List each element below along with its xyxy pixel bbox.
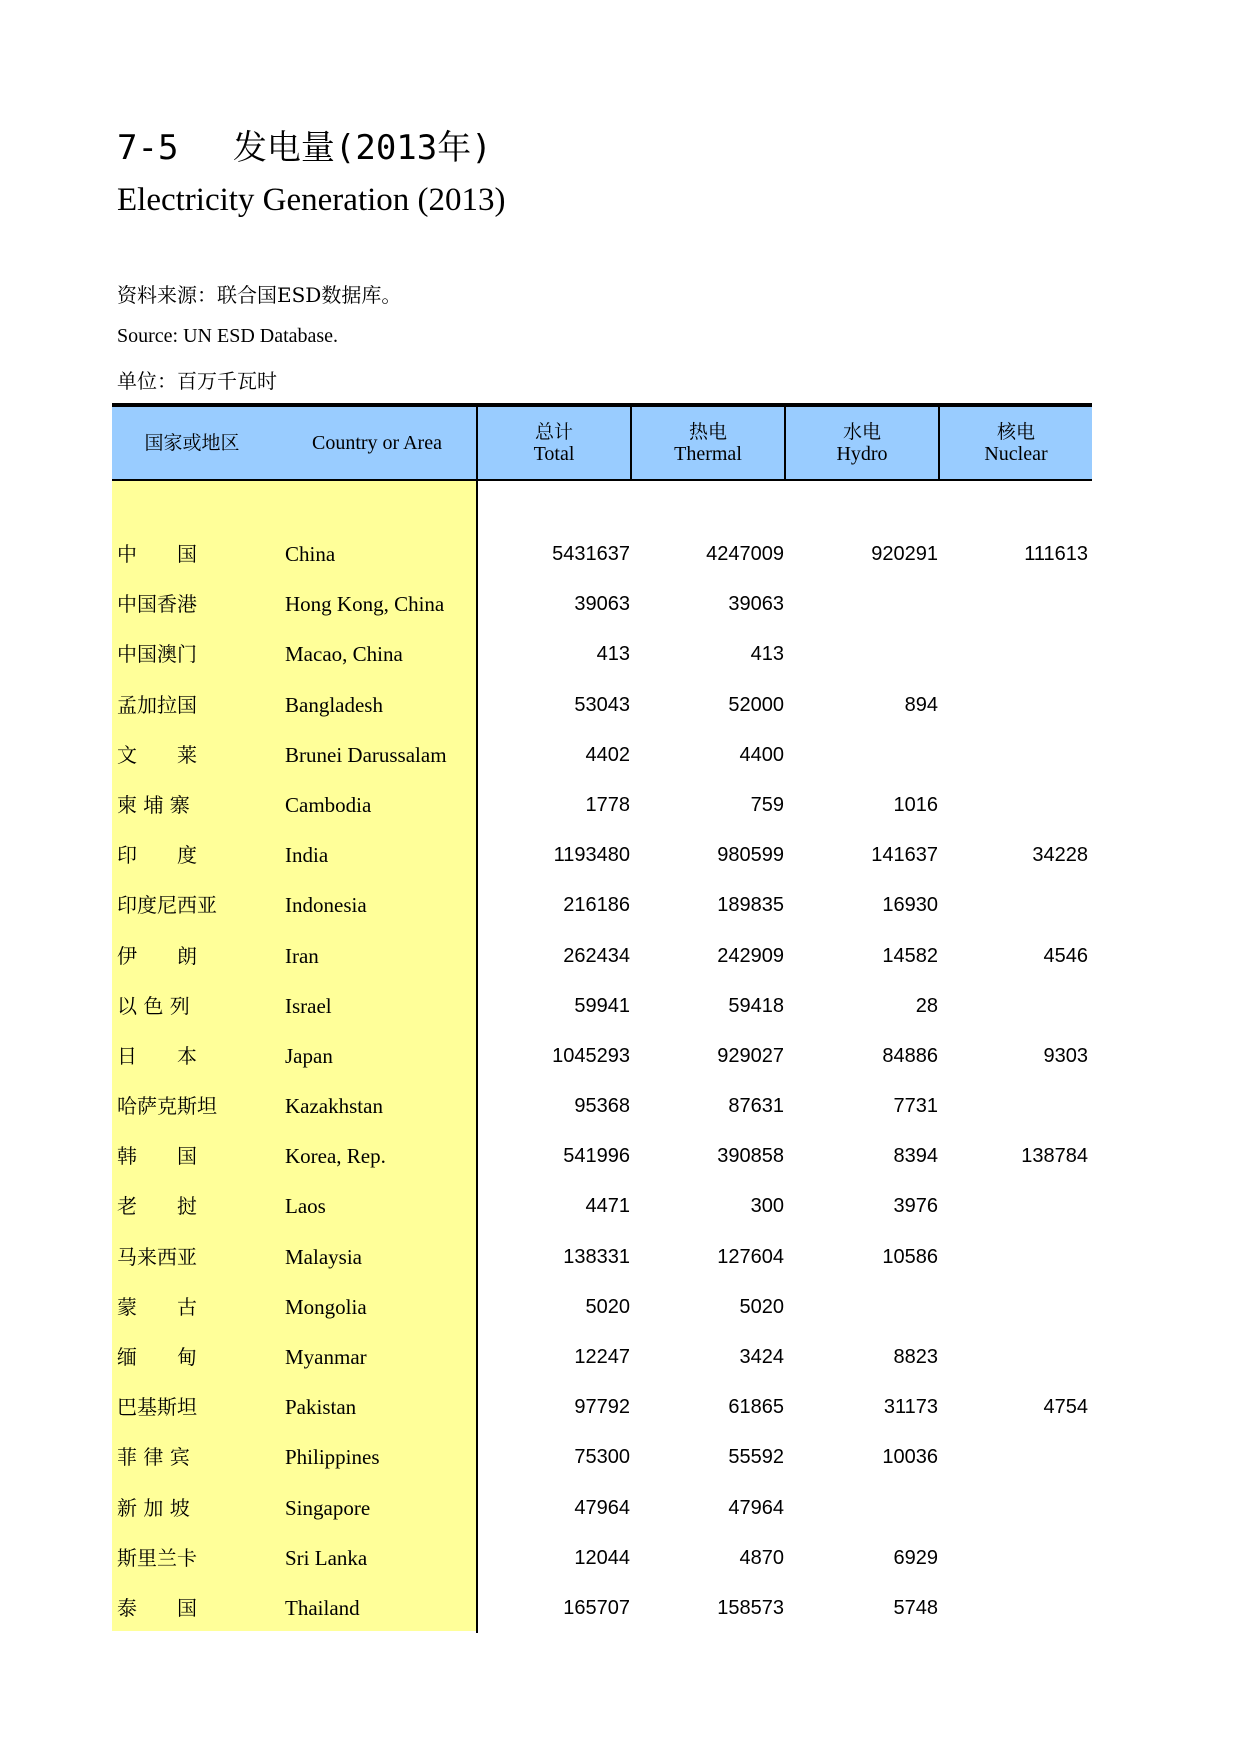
header-hydro-cn: 水电 (842, 421, 881, 443)
cell-country-cn: 印 度 (117, 843, 197, 868)
source-note-cn: 资料来源：联合国ESD数据库。 (117, 283, 402, 307)
cell-hydro: 6929 (893, 1546, 938, 1569)
cell-thermal: 759 (750, 793, 784, 816)
cell-country-en: Iran (285, 943, 319, 968)
cell-country-cn: 巴基斯坦 (117, 1395, 197, 1420)
table-row (112, 1282, 1092, 1332)
cell-total: 53043 (574, 693, 630, 716)
cell-country-en: Macao, China (285, 642, 403, 667)
cell-nuclear: 138784 (1021, 1145, 1088, 1168)
cell-hydro: 10586 (882, 1245, 938, 1268)
header-thermal-en: Thermal (674, 443, 742, 465)
cell-country-en: Korea, Rep. (285, 1144, 386, 1169)
cell-total: 59941 (574, 994, 630, 1017)
header-total-cn: 总计 (534, 421, 573, 443)
table-row (112, 629, 1092, 679)
cell-thermal: 4400 (739, 743, 784, 766)
cell-country-cn: 伊 朗 (117, 943, 197, 968)
cell-nuclear: 4546 (1043, 944, 1088, 967)
cell-thermal: 3424 (739, 1346, 784, 1368)
cell-country-cn: 韩 国 (117, 1144, 197, 1169)
cell-country-en: Sri Lanka (285, 1545, 368, 1570)
cell-country-cn: 缅 甸 (117, 1345, 197, 1369)
cell-total: 12044 (574, 1546, 630, 1569)
header-total-en: Total (533, 443, 575, 465)
table-row (112, 1031, 1092, 1081)
cell-hydro: 8394 (893, 1145, 938, 1168)
source-note-en: Source: UN ESD Database. (117, 325, 339, 347)
header-thermal-cn: 热电 (688, 421, 727, 443)
cell-country-en: Kazakhstan (285, 1094, 383, 1119)
header-thermal (632, 407, 784, 479)
cell-hydro: 8823 (893, 1346, 938, 1368)
cell-country-cn: 老 挝 (117, 1194, 197, 1219)
cell-country-en: Thailand (285, 1595, 360, 1620)
cell-hydro: 28 (915, 994, 938, 1017)
cell-thermal: 4870 (739, 1546, 784, 1569)
cell-total: 413 (596, 643, 630, 666)
cell-country-cn: 斯里兰卡 (117, 1545, 197, 1570)
cell-nuclear: 9303 (1043, 1044, 1088, 1067)
cell-thermal: 189835 (717, 894, 784, 917)
cell-country-en: Malaysia (285, 1244, 362, 1269)
cell-thermal: 39063 (728, 593, 784, 616)
table-row (112, 880, 1092, 930)
cell-thermal: 5020 (739, 1295, 784, 1318)
cell-country-cn: 哈萨克斯坦 (117, 1094, 217, 1119)
cell-hydro: 1016 (893, 793, 938, 816)
cell-country-en: Laos (285, 1194, 326, 1219)
cell-thermal: 390858 (717, 1145, 784, 1168)
cell-country-en: Hong Kong, China (285, 592, 445, 617)
cell-country-en: Israel (285, 993, 332, 1018)
table-row (112, 1232, 1092, 1282)
divider-thermal-hydro (784, 407, 786, 481)
header-country-cn (112, 407, 272, 479)
cell-country-cn: 柬 埔 寨 (117, 792, 190, 817)
cell-country-cn: 蒙 古 (117, 1294, 197, 1319)
cell-thermal: 61865 (728, 1396, 784, 1419)
cell-country-cn: 菲 律 宾 (117, 1445, 190, 1470)
cell-total: 1778 (585, 793, 630, 816)
cell-country-cn: 中国澳门 (117, 642, 197, 667)
table-row (112, 1081, 1092, 1131)
cell-country-en: Singapore (285, 1495, 371, 1520)
table-row (112, 830, 1092, 880)
table-header (112, 407, 1092, 481)
cell-total: 5020 (585, 1295, 630, 1318)
cell-country-en: Myanmar (285, 1345, 367, 1369)
cell-country-cn: 中 国 (117, 542, 197, 566)
table-row (112, 529, 1092, 579)
cell-thermal: 52000 (728, 693, 784, 716)
cell-thermal: 47964 (728, 1496, 784, 1519)
table-row (112, 1432, 1092, 1482)
header-total (478, 407, 630, 479)
cell-hydro: 894 (904, 693, 938, 716)
cell-total: 75300 (574, 1446, 630, 1469)
cell-total: 47964 (574, 1496, 630, 1519)
page-title-cn: 7-5 发电量(2013年) (117, 128, 492, 168)
cell-country-en: Cambodia (285, 792, 372, 817)
cell-total: 12247 (574, 1346, 630, 1368)
cell-thermal: 300 (750, 1195, 784, 1218)
cell-country-cn: 孟加拉国 (117, 692, 197, 717)
cell-country-cn: 新 加 坡 (117, 1495, 190, 1520)
cell-country-cn: 印度尼西亚 (117, 893, 217, 918)
header-nuclear (940, 407, 1092, 479)
cell-country-en: India (285, 843, 329, 868)
table-row (112, 1382, 1092, 1432)
cell-nuclear: 34228 (1032, 844, 1088, 867)
divider-hydro-nuclear (938, 407, 940, 481)
table-row (112, 1332, 1092, 1382)
table-row (112, 579, 1092, 629)
cell-thermal: 929027 (717, 1044, 784, 1067)
table-row (112, 931, 1092, 981)
cell-total: 216186 (563, 894, 630, 917)
cell-total: 5431637 (552, 543, 630, 565)
table-row (112, 1583, 1092, 1633)
table-row (112, 1533, 1092, 1583)
header-country-en-label: Country or Area (312, 432, 442, 454)
cell-hydro: 3976 (893, 1195, 938, 1218)
page-title-en: Electricity Generation (2013) (117, 182, 506, 218)
table-row (112, 1483, 1092, 1533)
cell-country-cn: 中国香港 (117, 592, 197, 617)
table-row (112, 780, 1092, 830)
cell-hydro: 10036 (882, 1446, 938, 1469)
cell-hydro: 141637 (871, 844, 938, 867)
cell-country-en: China (285, 542, 336, 566)
cell-hydro: 7731 (893, 1095, 938, 1118)
table-body (112, 529, 1092, 1633)
cell-thermal: 980599 (717, 844, 784, 867)
cell-hydro: 920291 (871, 543, 938, 565)
header-hydro (786, 407, 938, 479)
divider-total-thermal (630, 407, 632, 481)
cell-country-cn: 日 本 (117, 1043, 197, 1068)
header-country-en (277, 407, 477, 479)
cell-hydro: 84886 (882, 1044, 938, 1067)
cell-hydro: 5748 (893, 1596, 938, 1619)
cell-total: 138331 (563, 1245, 630, 1268)
cell-country-cn: 泰 国 (117, 1595, 197, 1620)
header-country-cn-label: 国家或地区 (144, 432, 240, 454)
cell-total: 4471 (585, 1195, 630, 1218)
cell-country-en: Mongolia (285, 1294, 367, 1319)
cell-total: 541996 (563, 1145, 630, 1168)
cell-total: 95368 (574, 1095, 630, 1118)
header-hydro-en: Hydro (836, 443, 888, 465)
cell-total: 97792 (574, 1396, 630, 1419)
cell-thermal: 4247009 (706, 543, 784, 565)
cell-hydro: 16930 (882, 894, 938, 917)
cell-country-en: Japan (285, 1043, 333, 1068)
table-row (112, 981, 1092, 1031)
unit-note: 单位：百万千瓦时 (117, 369, 277, 393)
cell-country-en: Pakistan (285, 1395, 357, 1420)
table-row (112, 730, 1092, 780)
header-nuclear-cn: 核电 (996, 421, 1035, 443)
cell-total: 262434 (563, 944, 630, 967)
cell-thermal: 87631 (728, 1095, 784, 1118)
header-nuclear-en: Nuclear (984, 443, 1048, 465)
cell-country-en: Indonesia (285, 893, 367, 918)
table-row (112, 1181, 1092, 1231)
table-row (112, 680, 1092, 730)
cell-hydro: 14582 (882, 944, 938, 967)
cell-total: 39063 (574, 593, 630, 616)
cell-country-cn: 文 莱 (117, 742, 197, 767)
cell-thermal: 242909 (717, 944, 784, 967)
cell-country-cn: 以 色 列 (117, 993, 190, 1018)
cell-thermal: 127604 (717, 1245, 784, 1268)
table-row (112, 1131, 1092, 1181)
cell-thermal: 158573 (717, 1596, 784, 1619)
cell-total: 4402 (585, 743, 630, 766)
cell-country-cn: 马来西亚 (117, 1244, 197, 1269)
cell-thermal: 59418 (728, 994, 784, 1017)
cell-total: 165707 (563, 1596, 630, 1619)
cell-total: 1193480 (553, 844, 630, 867)
cell-thermal: 55592 (728, 1446, 784, 1469)
cell-country-en: Brunei Darussalam (285, 742, 447, 767)
cell-thermal: 413 (750, 643, 784, 666)
cell-nuclear: 4754 (1043, 1396, 1088, 1419)
cell-hydro: 31173 (883, 1396, 938, 1419)
cell-total: 1045293 (552, 1044, 630, 1067)
cell-country-en: Philippines (285, 1445, 380, 1470)
cell-country-en: Bangladesh (285, 692, 383, 717)
cell-nuclear: 111613 (1024, 543, 1088, 565)
